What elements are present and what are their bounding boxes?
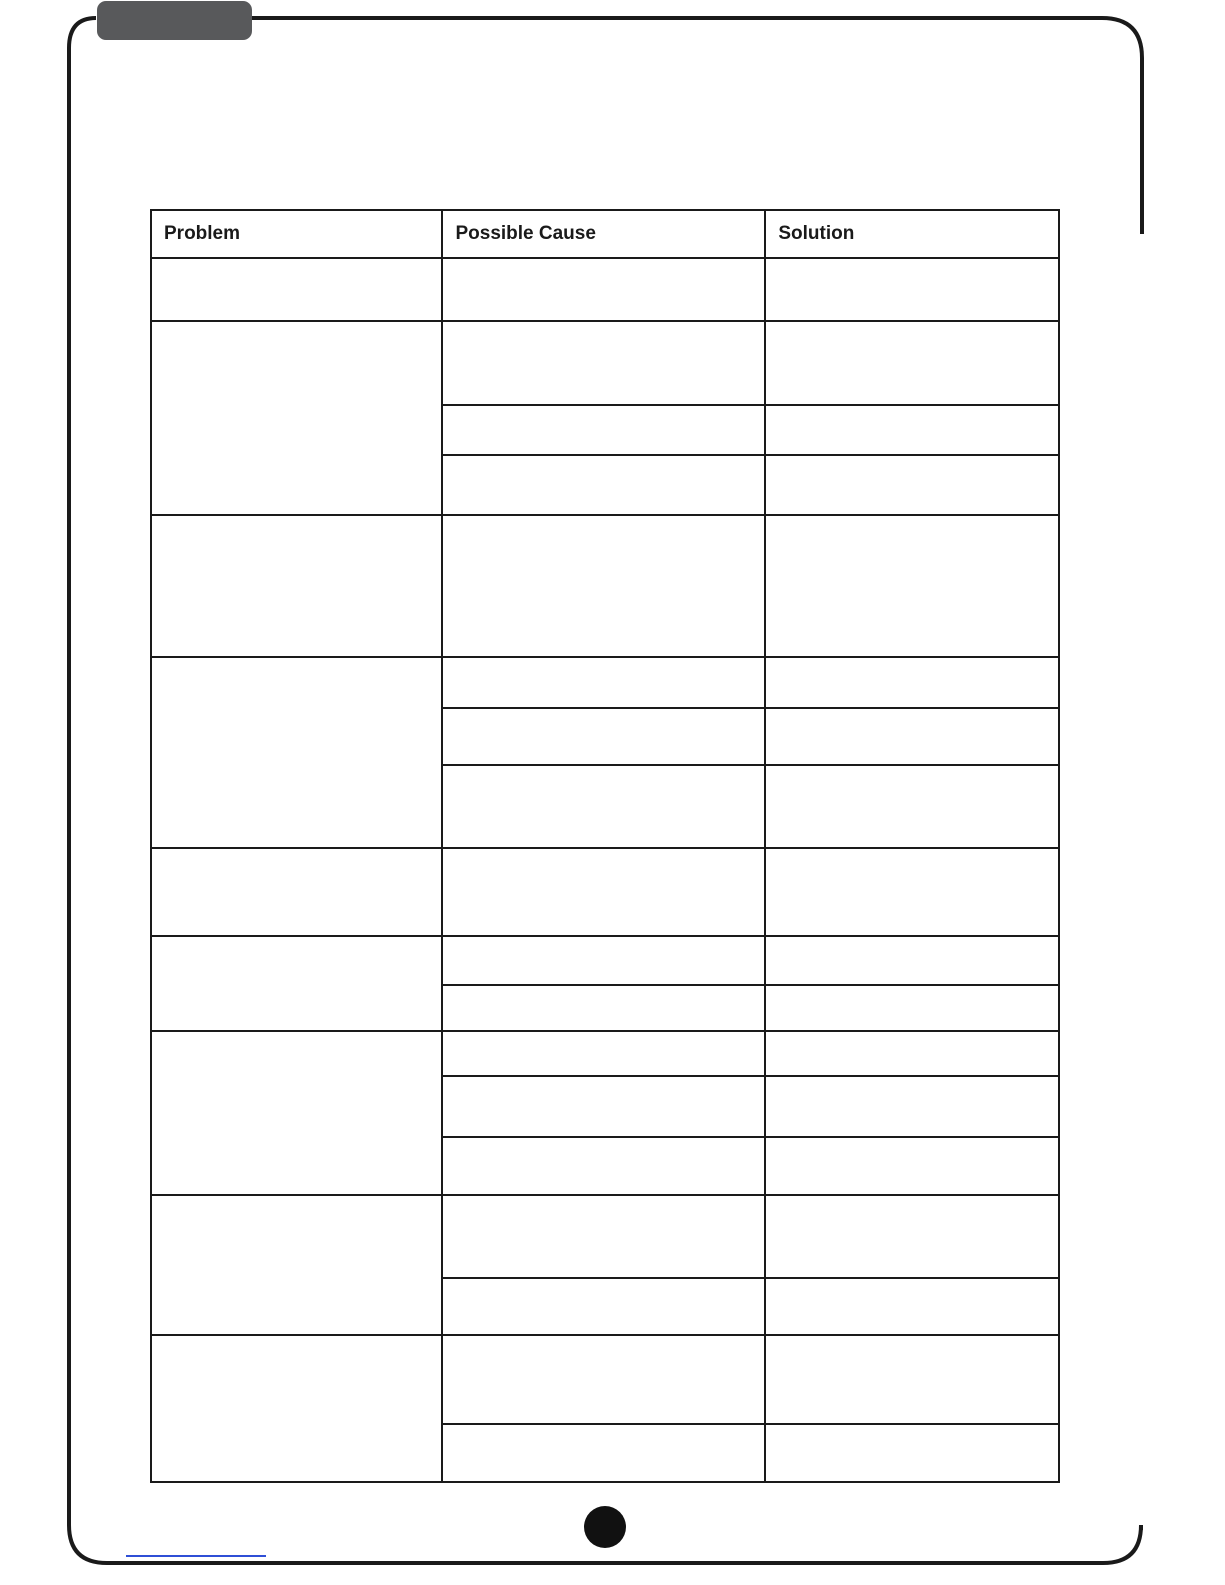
cause-cell — [442, 1031, 765, 1076]
cause-cell — [442, 708, 765, 765]
solution-cell — [765, 765, 1059, 848]
cause-cell — [442, 1335, 765, 1424]
solution-cell — [765, 258, 1059, 321]
table-row — [151, 657, 1059, 708]
problem-cell — [151, 1195, 442, 1335]
problem-cell — [151, 258, 442, 321]
solution-cell — [765, 936, 1059, 985]
solution-cell — [765, 515, 1059, 657]
cause-cell — [442, 985, 765, 1031]
cause-cell — [442, 765, 765, 848]
problem-cell — [151, 848, 442, 936]
cause-cell — [442, 1424, 765, 1482]
solution-cell — [765, 657, 1059, 708]
cause-cell — [442, 515, 765, 657]
problem-cell — [151, 321, 442, 515]
troubleshooting-table — [150, 209, 1060, 1483]
table-row — [151, 1195, 1059, 1278]
cause-cell — [442, 405, 765, 455]
cause-cell — [442, 1137, 765, 1195]
cause-cell — [442, 936, 765, 985]
solution-cell — [765, 1031, 1059, 1076]
solution-cell — [765, 1424, 1059, 1482]
table-header-row — [151, 210, 1059, 258]
table-row — [151, 515, 1059, 657]
table-row — [151, 258, 1059, 321]
solution-cell — [765, 848, 1059, 936]
table-row — [151, 936, 1059, 985]
header-tab — [97, 1, 252, 40]
cause-cell — [442, 1076, 765, 1137]
solution-cell — [765, 405, 1059, 455]
column-header-possible-cause: Possible Cause — [442, 210, 765, 258]
problem-cell — [151, 936, 442, 1031]
problem-cell — [151, 515, 442, 657]
solution-cell — [765, 1278, 1059, 1335]
table-row — [151, 1335, 1059, 1424]
solution-cell — [765, 1076, 1059, 1137]
cause-cell — [442, 848, 765, 936]
footer-link-underline[interactable] — [126, 1555, 266, 1557]
cause-cell — [442, 1278, 765, 1335]
solution-cell — [765, 1137, 1059, 1195]
table-row — [151, 321, 1059, 405]
frame-outline — [98, 18, 1142, 234]
page-number-badge — [584, 1506, 626, 1548]
cause-cell — [442, 657, 765, 708]
table-row — [151, 1031, 1059, 1076]
solution-cell — [765, 1195, 1059, 1278]
problem-cell — [151, 1031, 442, 1195]
column-header-problem: Problem — [151, 210, 442, 258]
column-header-solution: Solution — [765, 210, 1059, 258]
solution-cell — [765, 455, 1059, 515]
solution-cell — [765, 985, 1059, 1031]
troubleshooting-table-container — [150, 209, 1060, 1483]
solution-cell — [765, 708, 1059, 765]
problem-cell — [151, 657, 442, 848]
table-row — [151, 848, 1059, 936]
cause-cell — [442, 321, 765, 405]
cause-cell — [442, 1195, 765, 1278]
solution-cell — [765, 1335, 1059, 1424]
cause-cell — [442, 258, 765, 321]
problem-cell — [151, 1335, 442, 1482]
cause-cell — [442, 455, 765, 515]
solution-cell — [765, 321, 1059, 405]
